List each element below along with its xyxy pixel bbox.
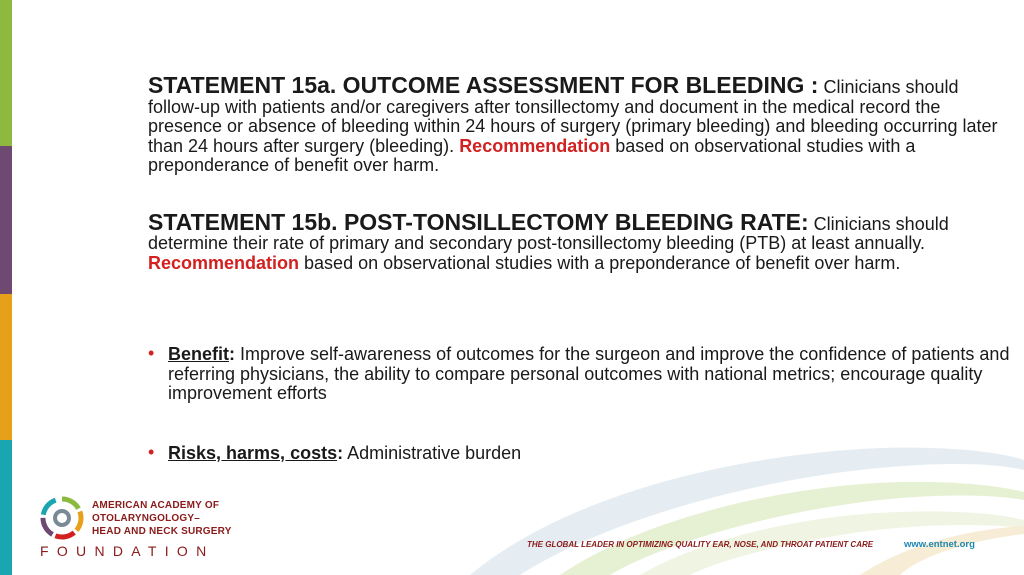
statement-15b-body-2: based on observational studies with a preponderance of benefit over harm. — [299, 252, 901, 273]
org-name — [92, 499, 232, 538]
statement-15b-recommendation: Recommendation — [148, 252, 300, 273]
bullet-icon: • — [148, 343, 155, 363]
bullet-colon: : — [337, 442, 344, 463]
statement-15a-body-1: Clinicians should follow-up with patients and/or caregivers after tonsillectomy and document in the medical record the presence or absence of bleeding within 24 hours of surgery (primary bleeding) and bleeding occurring later than 24 hours after surgery (bleeding). — [148, 77, 998, 156]
statements — [148, 72, 1010, 273]
footer-tagline: THE GLOBAL LEADER IN OPTIMIZING QUALITY EAR, NOSE, AND THROAT PATIENT CARE — [527, 540, 874, 549]
statement-15b — [148, 208, 1010, 274]
bullet-label: Benefit — [168, 344, 230, 364]
list-item — [148, 345, 1010, 404]
statement-15a-recommendation: Recommendation — [459, 135, 611, 156]
bullet-list — [148, 345, 1010, 463]
footer-url[interactable]: www.entnet.org — [904, 539, 975, 550]
bullet-text: Improve self-awareness of outcomes for the surgeon and improve the confidence of patients and referring physicians, the ability to compare personal outcomes with national metrics; encourage quality improvement efforts — [168, 344, 1010, 403]
statement-15b-body-1: Clinicians should determine their rate of primary and secondary post-tonsillectomy bleeding (PTB) at least annually. — [148, 213, 949, 253]
statement-15a-heading: STATEMENT 15a. OUTCOME ASSESSMENT FOR BLEEDING : — [148, 72, 819, 98]
org-line-2: OTOLARYNGOLOGY– — [92, 513, 201, 524]
bullet-colon: : — [229, 344, 236, 364]
statement-15b-heading: STATEMENT 15b. POST-TONSILLECTOMY BLEEDING RATE: — [148, 208, 809, 235]
org-line-3: HEAD AND NECK SURGERY — [92, 526, 232, 537]
bullet-icon: • — [148, 441, 155, 462]
list-item — [148, 441, 1010, 464]
org-line-1: AMERICAN ACADEMY OF — [92, 500, 220, 511]
statement-15a-body-2: based on observational studies with a preponderance of benefit over harm. — [148, 135, 916, 175]
statement-15a — [148, 72, 1010, 176]
bullet-label: Risks, harms, costs — [168, 442, 338, 463]
bullet-text: Administrative burden — [343, 442, 522, 463]
foundation-wordmark: FOUNDATION — [40, 543, 215, 559]
